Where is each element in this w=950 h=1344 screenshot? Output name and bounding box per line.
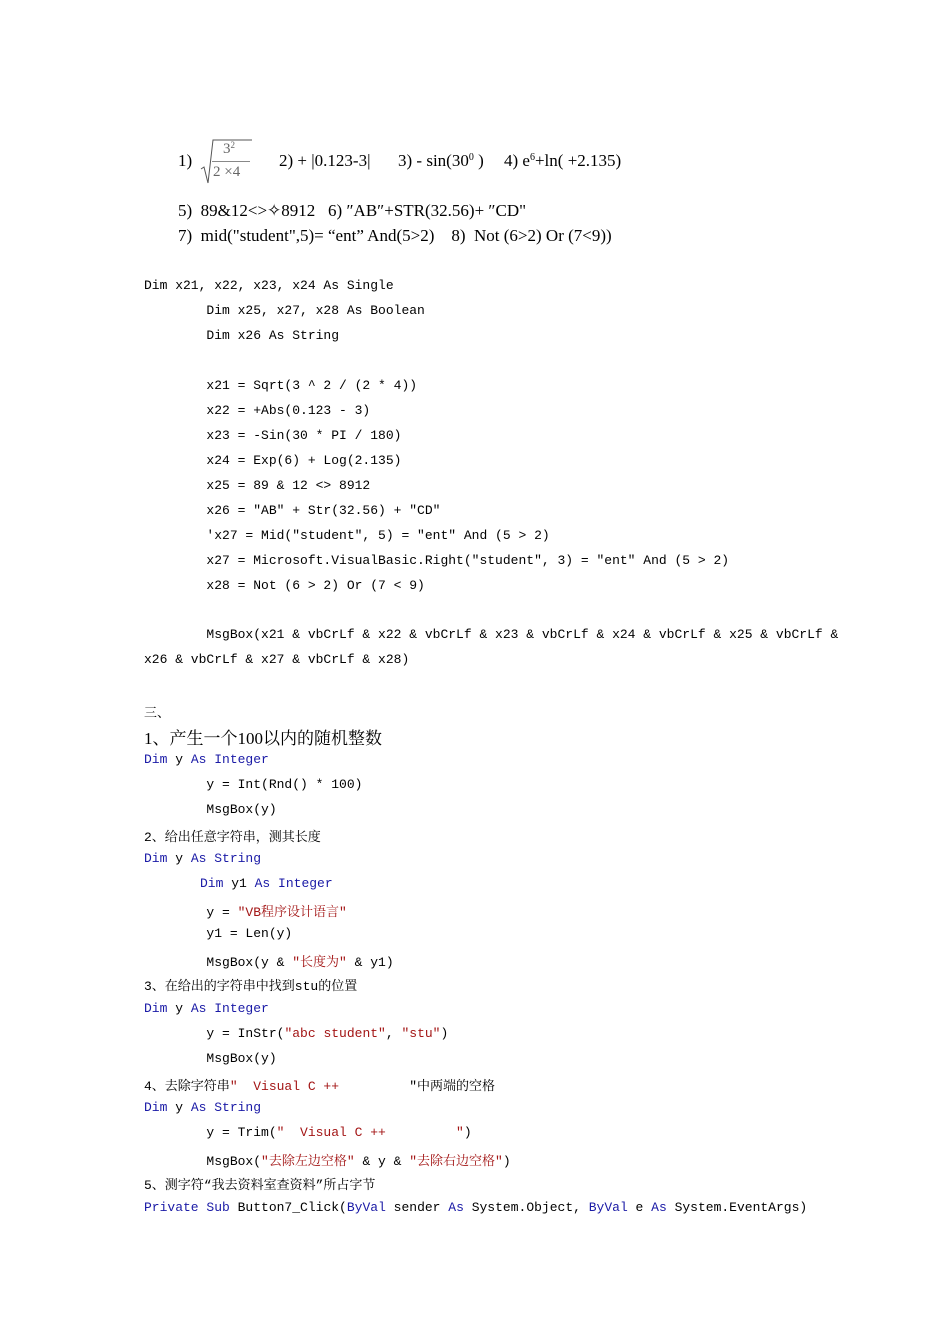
code-line: Dim y As String	[144, 1100, 262, 1115]
code-line: Private Sub Button7_Click(ByVal sender As System.Object, ByVal e As System.EventArgs)	[144, 1200, 808, 1215]
code-line: MsgBox(y)	[144, 802, 277, 817]
code-line: y = Int(Rnd() * 100)	[144, 777, 363, 792]
fraction-denominator: 2 ×4	[213, 164, 241, 180]
exercise-7-8: 7) mid("student",5)= “ent” And(5>2) 8) Not (6>2) Or (7<9))	[178, 226, 612, 245]
code-line: Dim x26 As String	[144, 328, 340, 343]
question-4: 4、去除字符串" Visual C ++ "中两端的空格	[144, 1079, 496, 1094]
code-line: Dim x21, x22, x23, x24 As Single	[144, 278, 394, 293]
fraction	[200, 137, 260, 187]
code-line: Dim y1 As Integer	[200, 876, 333, 891]
fraction-numerator: $3^2$	[223, 140, 235, 157]
code-line: y = InStr("abc student", "stu")	[144, 1026, 449, 1041]
code-line: y = Trim(" Visual C ++ ")	[144, 1125, 472, 1140]
code-line: x25 = 89 & 12 <> 8912	[144, 478, 371, 493]
code-line: x23 = -Sin(30 * PI / 180)	[144, 428, 402, 443]
code-line: x26 = "AB" + Str(32.56) + "CD"	[144, 503, 441, 518]
code-line: x28 = Not (6 > 2) Or (7 < 9)	[144, 578, 425, 593]
code-line: x26 & vbCrLf & x27 & vbCrLf & x28)	[144, 652, 410, 667]
code-line: Dim y As Integer	[144, 1001, 269, 1016]
code-line: 'x27 = Mid("student", 5) = "ent" And (5 > 2)	[144, 528, 550, 543]
code-line: x24 = Exp(6) + Log(2.135)	[144, 453, 402, 468]
question-2: 2、给出任意字符串，测其长度	[144, 830, 321, 845]
question-1: 1、产生一个100以内的随机整数	[144, 729, 382, 748]
code-line: MsgBox("去除左边空格" & y & "去除右边空格")	[144, 1154, 511, 1169]
exercise-5-6: 5) 89&12<>✧8912 6) ″AB″+STR(32.56)+ ″CD"	[178, 201, 527, 220]
exercise-1-label: 1)	[178, 151, 193, 170]
code-line: Dim x25, x27, x28 As Boolean	[144, 303, 425, 318]
code-line: MsgBox(y & "长度为" & y1)	[144, 955, 394, 970]
section-heading: 三、	[144, 706, 171, 721]
code-line: Dim y As Integer	[144, 752, 269, 767]
exercise-4: 4) $e^6+\ln( +2.135)$	[504, 151, 622, 170]
exercise-3: $3) - \sin(30^0$ )	[398, 151, 484, 170]
fraction-bar	[212, 161, 250, 162]
code-line: MsgBox(x21 & vbCrLf & x22 & vbCrLf & x23 & vbCrLf & x24 & vbCrLf & x25 & vbCrLf &	[144, 627, 839, 642]
question-5: 5、测字符“我去资料室查资料”所占字节	[144, 1178, 376, 1193]
code-line: x21 = Sqrt(3 ^ 2 / (2 * 4))	[144, 378, 418, 393]
code-line: y = "VB程序设计语言"	[144, 905, 347, 920]
code-line: x27 = Microsoft.VisualBasic.Right("student", 3) = "ent" And (5 > 2)	[144, 553, 730, 568]
exercise-2: 2) + |0.123-3|	[279, 151, 371, 170]
code-line: MsgBox(y)	[144, 1051, 277, 1066]
question-3: 3、在给出的字符串中找到stu的位置	[144, 979, 358, 994]
code-line: Dim y As String	[144, 851, 262, 866]
code-line: y1 = Len(y)	[144, 926, 293, 941]
code-line: x22 = +Abs(0.123 - 3)	[144, 403, 371, 418]
